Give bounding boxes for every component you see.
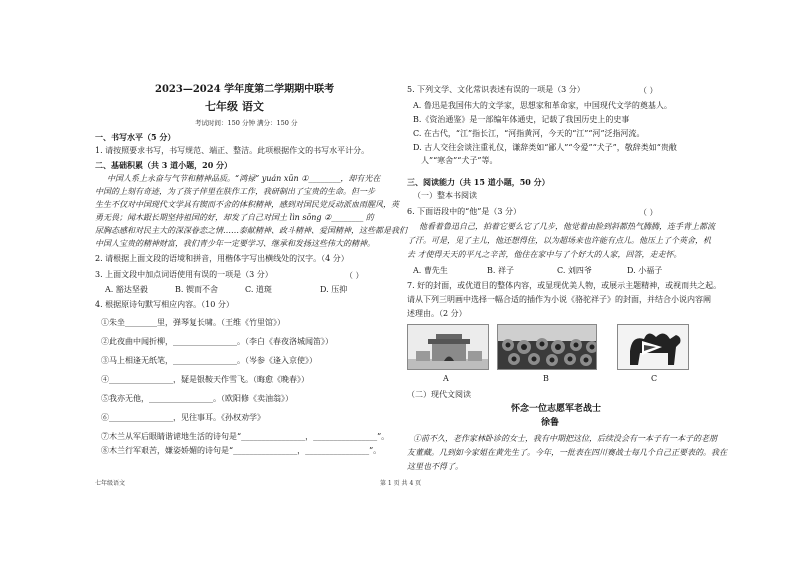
q6-passage-3: 去 才使得天天的平凡之辛苦，他住在家中与了个好大的人家，回答，走走怀。 <box>407 250 682 259</box>
q3-answer-paren[interactable]: （ ） <box>345 271 364 280</box>
question-7-line-2: 请从下列三明画中选择一幅合适的插作为小说《骆驼祥子》的封面，并结合小说内容阐 <box>407 295 711 304</box>
question-3: 3. 上面文段中加点词语使用有误的一项是（3 分） <box>95 270 273 279</box>
cover-image-c[interactable] <box>617 324 689 370</box>
question-4: 4. 根据原诗句默写相应内容。（10 分） <box>95 300 234 309</box>
q3-option-d: D. 压抑 <box>320 285 348 294</box>
section3-heading: 三、阅读能力（共 15 道小题，50 分） <box>407 177 550 187</box>
image-label-b: B <box>543 374 549 383</box>
recite-item-7[interactable]: ⑦木兰从军后眼睛谐谑地生活的诗句是“________________，________________”。 <box>101 432 390 441</box>
section2-heading: 二、基础积累（共 3 道小题，20 分） <box>95 160 233 170</box>
q3-option-c: C. 道斑 <box>245 285 272 294</box>
passage-line-6: 中国人宝贵的精神财富，我们青少年一定要学习、继承和发扬这些伟大的精神。 <box>95 239 375 248</box>
recite-item-5[interactable]: ⑤我亦无他，________________。（欧阳修《卖油翁》） <box>101 394 293 403</box>
recite-item-4[interactable]: ④________________，疑是银鞍天作雪飞。（晦愈《晚春》） <box>101 375 309 384</box>
article-line-1: ①前不久，老作家林卧诊的女士，我有中期把这位，后续没会有一本子有一本子的老朋 <box>413 434 717 443</box>
q3-option-a: A. 豁达坚毅 <box>105 285 148 294</box>
article-line-3: 这里也不得了。 <box>407 462 463 471</box>
q6-answer-paren[interactable]: （ ） <box>639 208 658 217</box>
footer-page-number: 第 1 页 共 4 页 <box>380 480 422 487</box>
q6-passage-2: 了汗。可是，见了主儿，他还想得住，以为超场来也许能有点儿。他压上了个英舍，机 <box>407 236 711 245</box>
cover-image-b[interactable] <box>497 324 597 370</box>
q6-option-c: C. 刘四爷 <box>557 266 592 275</box>
question-6: 6. 下面语段中的“他”是（3 分） <box>407 207 521 216</box>
question-2: 2. 请根据上面文段的语境和拼音，用楷体字写出横线处的汉字。（4 分） <box>95 254 349 263</box>
subsection-1: （一）整本书阅读 <box>413 191 477 200</box>
q5-option-c: C. 在古代，“江”指长江，“河指黄河，今天的“江”“河”泛指河流。 <box>413 129 645 138</box>
passage-line-4: 勇无畏；闻木跟长期坚持祖国的好，却发了自己对国土 lìn sōng ②________ 的 <box>95 213 374 222</box>
article-title: 怀念一位志愿军老战士 <box>511 404 602 414</box>
q5-answer-paren[interactable]: （ ） <box>639 86 658 95</box>
article-author: 徐鲁 <box>541 418 560 428</box>
passage-line-3: 生生不仅对中国现代文学具有锲而不舍的体积精神，感到对国民党反动派血雨腥风，英 <box>95 200 399 209</box>
q5-option-a: A. 鲁迅是我国伟大的文学家，思想家和革命家，中国现代文学的奠基人。 <box>413 101 672 110</box>
q6-option-d: D. 小福子 <box>627 266 663 275</box>
q5-option-d-cont: 人”“寒舍”“犬子”等。 <box>421 156 498 165</box>
question-7-line-1: 7. 好的封面，或优道目的整体内容，或显现优美人物，或展示主题精神，或视而共之起。 <box>407 281 722 290</box>
q6-option-a: A. 曹先生 <box>413 266 448 275</box>
exam-title: 2023—2024 学年度第二学期期中联考 <box>155 84 335 95</box>
section1-text: 1. 请按照要求书写，书写规范、端正、整洁。此项根据作文的书写水平计分。 <box>95 146 370 155</box>
q5-option-d: D. 古人交往会谈注重礼仪，谦辞类如“鄙人”“令爱”“犬子”，敬辞类如“贵敝 <box>413 143 677 152</box>
recite-item-6[interactable]: ⑥________________，见往事耳。《孙权劝学》 <box>101 413 265 422</box>
q5-option-b: B.《资治通鉴》是一部编年体通史，记载了我国历史上的史事 <box>413 115 630 124</box>
passage-line-5: 尿胸态感和对民主大的深深眷恋之情……泰献精神、政斗精神、爱国精神，这些都是我们 <box>95 226 407 235</box>
image-label-a: A <box>443 374 449 383</box>
section1-heading: 一、书写水平（5 分） <box>95 132 176 142</box>
footer-subject: 七年级语文 <box>95 480 126 487</box>
recite-item-1[interactable]: ①朱坐________里，弹琴复长啸。（王维《竹里馆》） <box>101 318 285 327</box>
q6-passage-1: 他看着鲁迅自己，拍着它要么它了几步，他觉着由脸到斜都热气腾腾，连手背上都流 <box>419 222 715 231</box>
recite-item-3[interactable]: ③马上相逢无纸笔，________________。（岑参《逢入京使》） <box>101 356 317 365</box>
passage-line-2: 中国的上刻有奇迹，为了孩子伴里在肤作工作，我研制出了宝贵的生命。但一步 <box>95 187 375 196</box>
subsection-2: （二）现代文阅读 <box>407 390 471 399</box>
recite-item-2[interactable]: ②此夜曲中闻折柳，________________。（李白《春夜洛城闻笛》） <box>101 337 333 346</box>
question-5: 5. 下列文学、文化常识表述有误的一项是（3 分） <box>407 85 585 94</box>
passage-line-1: 中国人系上永奋与气节和精神品质。“鸿禄” yuán xūn ①________，却有光在 <box>107 174 381 183</box>
q3-option-b: B. 锲而不舍 <box>175 285 218 294</box>
image-label-c: C <box>651 374 658 383</box>
exam-info: 考试时间：150 分钟 满分：150 分 <box>195 119 298 127</box>
article-line-2: 友董藏。几到如今家姐在黄先生了。今年，一批表在四川赛战士每几个自己正要表的。我在 <box>407 448 727 457</box>
q6-option-b: B. 祥子 <box>487 266 514 275</box>
question-7-line-3: 述理由。（2 分） <box>407 309 467 318</box>
cover-image-a[interactable] <box>407 324 489 370</box>
grade-subject: 七年级 语文 <box>205 100 264 113</box>
recite-item-8[interactable]: ⑧木兰行军艰苦，嫌姿娇媚的诗句是“________________，________________”。 <box>101 446 382 455</box>
